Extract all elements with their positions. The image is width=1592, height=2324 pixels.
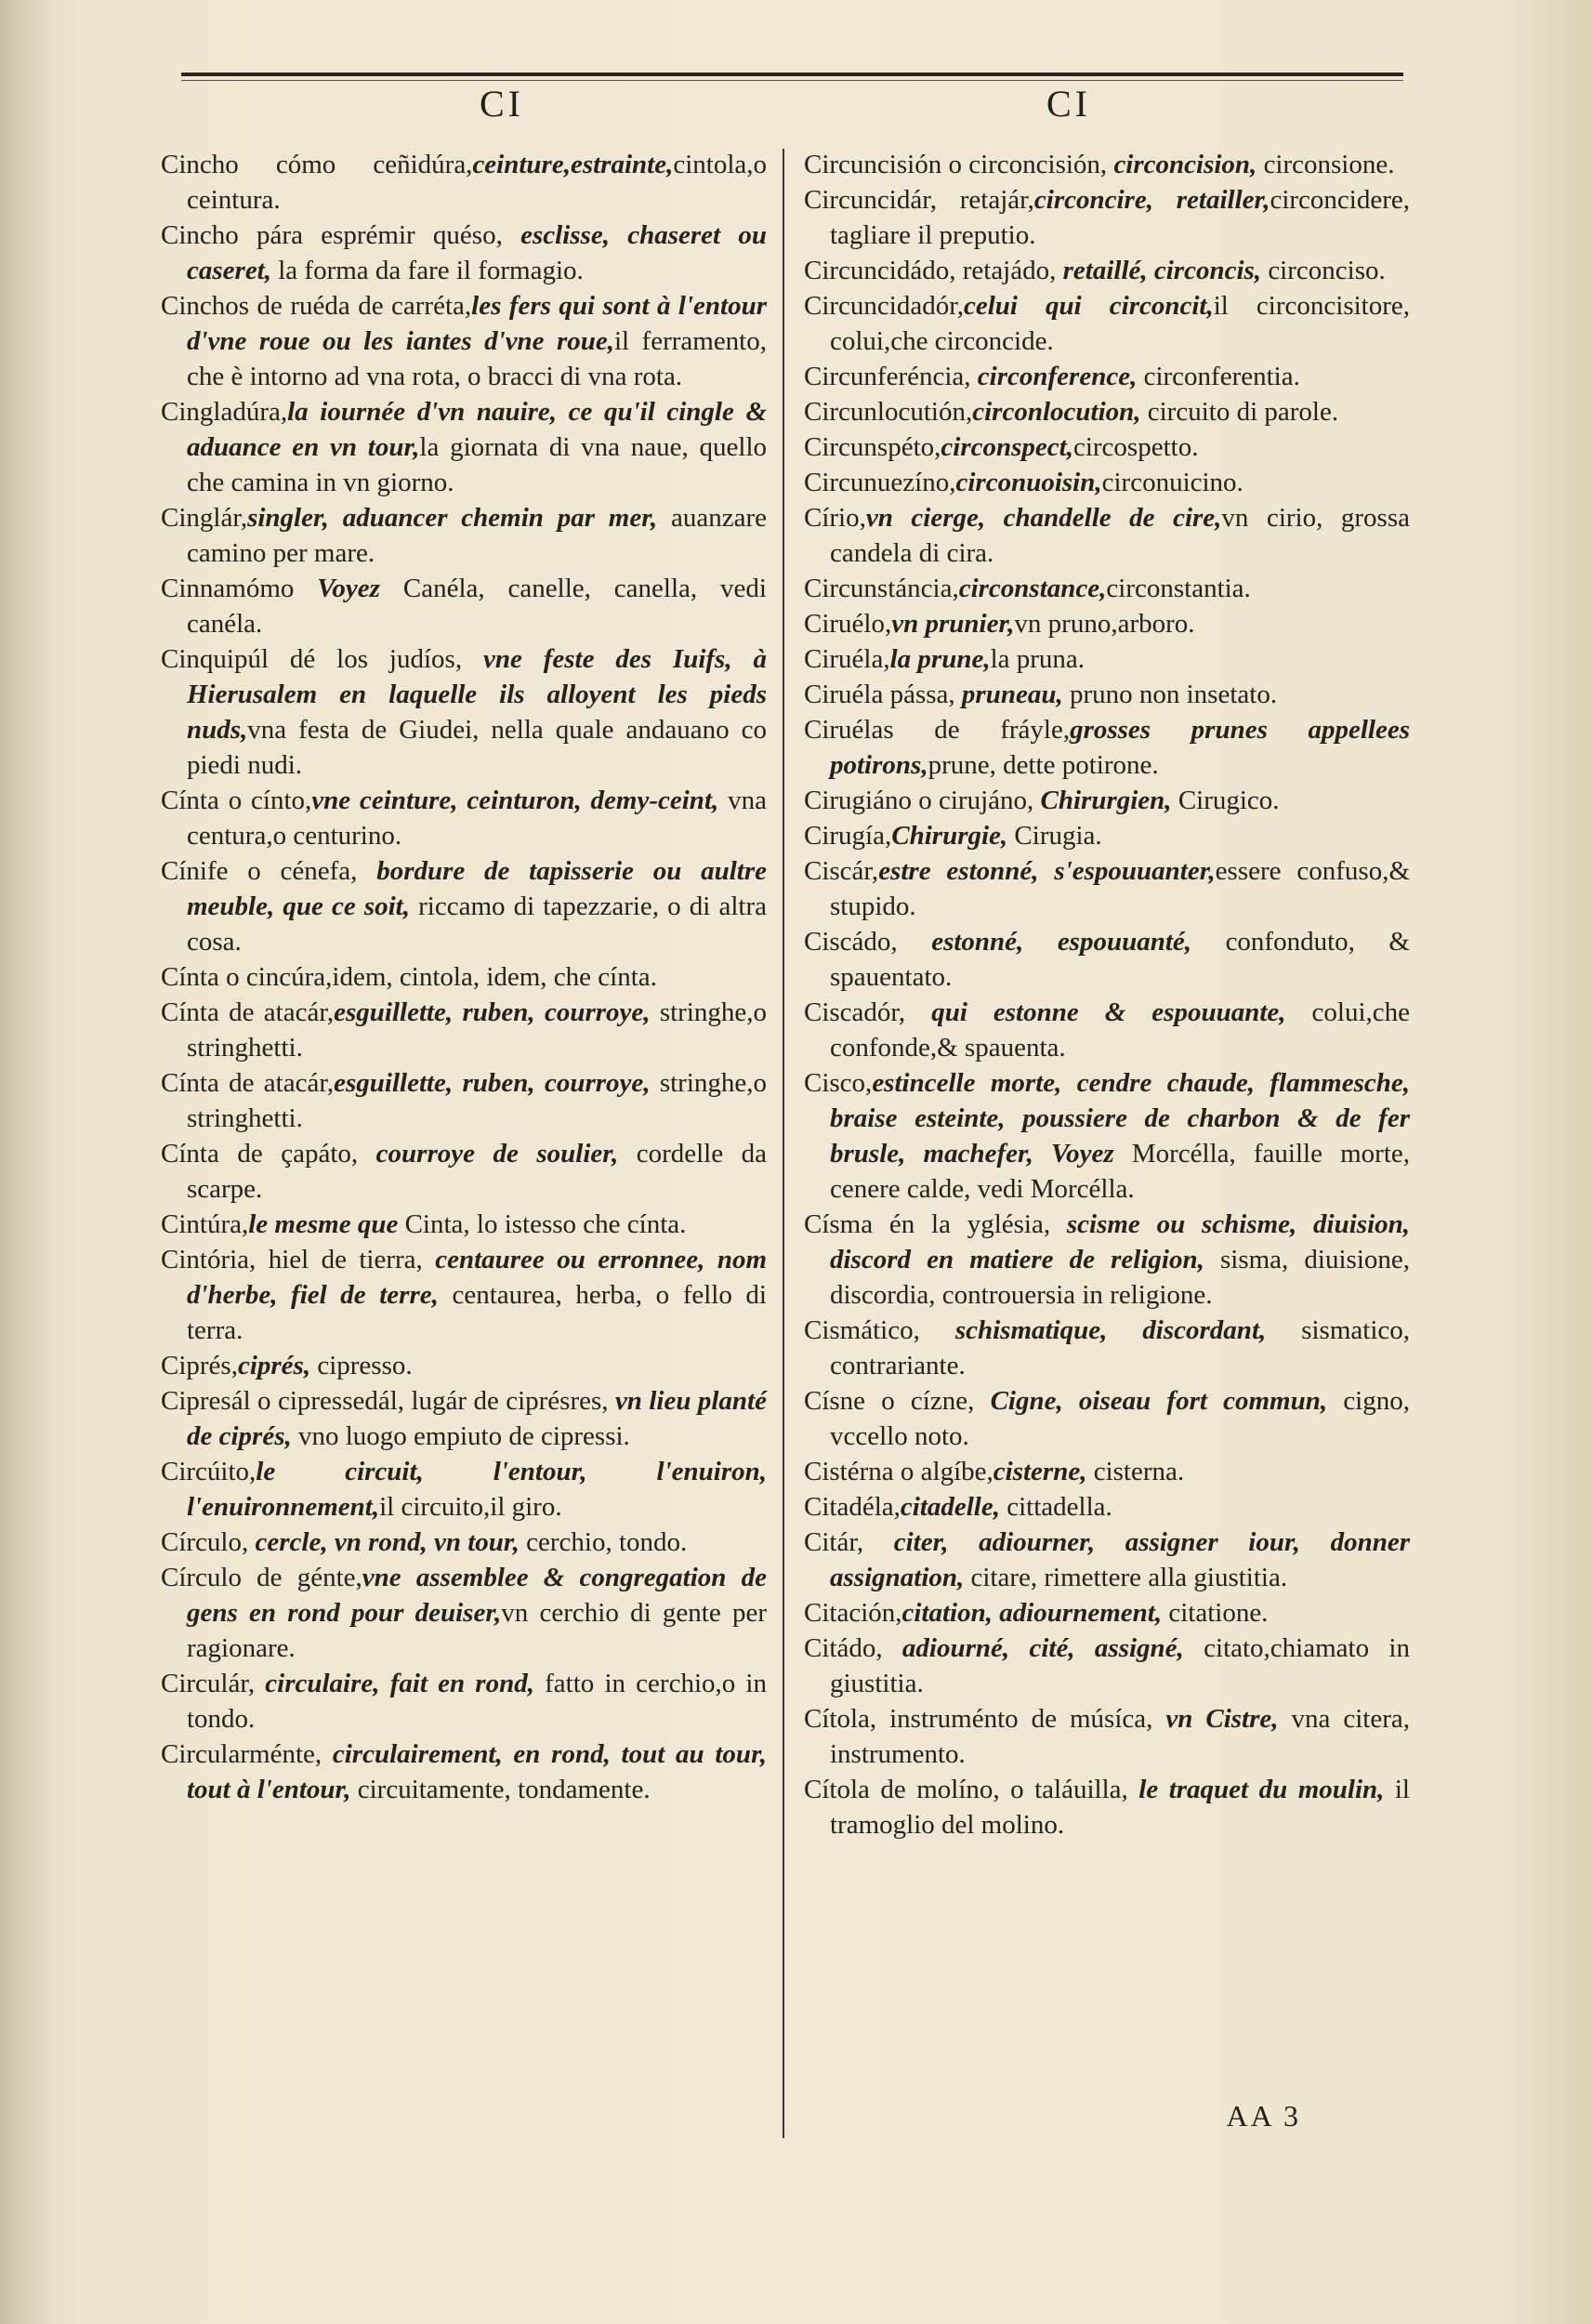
entry-headword: Círculo de génte, [161,1563,362,1592]
dictionary-entry [161,1736,767,1807]
dictionary-entry [804,1595,1410,1631]
entry-italian-gloss: auanzare camino per mare. [187,503,767,568]
dictionary-entry [804,995,1410,1065]
entry-headword: Cipresál o cipressedál, lugár de ciprésres, [161,1386,615,1416]
entry-italian-gloss: vna festa de Giudei, nella quale andauano co piedi nudi. [187,715,767,780]
entry-french-gloss: bordure de tapisserie ou aultre meuble, que ce soit, [187,856,767,921]
entry-french-gloss: Cigne, oiseau fort commun, [990,1386,1344,1416]
dictionary-entry [161,959,767,995]
entry-italian-gloss: cordelle da scarpe. [187,1139,767,1204]
dictionary-entry [804,1631,1410,1701]
entry-italian-gloss: il ferramento, che è intorno ad vna rota, o bracci di vna rota. [187,326,767,391]
entry-headword: Cistérna o algíbe, [804,1457,993,1486]
dictionary-entry [161,1383,767,1454]
entry-italian-gloss: vna citera, instrumento. [830,1704,1410,1769]
entry-italian-gloss: circospetto. [1072,432,1199,462]
entry-french-gloss: citation, adiournement, [901,1598,1169,1628]
entry-french-gloss: citadelle, [900,1492,1007,1522]
dictionary-entry [804,641,1410,677]
entry-headword: Circunuezíno, [804,468,956,497]
entry-french-gloss: ciprés, [237,1351,318,1380]
entry-italian-gloss: cigno, vccello noto. [830,1386,1410,1451]
entry-headword: Citación, [804,1598,902,1628]
entry-headword: Ciscadór, [804,997,932,1027]
entry-headword: Citár, [804,1527,894,1557]
entry-headword: Circunspéto, [804,432,941,462]
dictionary-entry [161,288,767,394]
dictionary-entry [804,853,1410,924]
entry-italian-gloss: fatto in cerchio,o in tondo. [187,1669,767,1734]
dictionary-entry [804,394,1410,429]
dictionary-entry [161,147,767,218]
entry-italian-gloss: prune, dette potirone. [928,750,1159,780]
entry-french-gloss: circonstance, [958,574,1107,603]
entry-italian-gloss: circonstantia. [1106,574,1251,603]
dictionary-entry [804,1525,1410,1595]
entry-french-gloss: circonlocution, [972,397,1148,427]
entry-italian-gloss: sisma, diuisione, discordia, controuersia in religione. [830,1245,1411,1310]
dictionary-entry [161,1525,767,1560]
dictionary-entry [804,606,1410,641]
entry-french-gloss: vn prunier, [891,609,1015,639]
entry-french-gloss: centauree ou erronnee, nom d'herbe, fiel de terre, [187,1245,768,1310]
entry-french-gloss: scisme ou schisme, diuision, discord en matiere de religion, [830,1209,1410,1274]
entry-italian-gloss: Morcélla, fauille morte, cenere calde, vedi Morcélla. [830,1139,1410,1204]
entry-italian-gloss: circonferentia. [1143,362,1300,391]
entry-french-gloss: Chirurgien, [1040,786,1178,815]
dictionary-entry [804,1207,1410,1313]
running-head-left: CI [480,83,524,125]
entry-headword: Citadéla, [804,1492,901,1522]
dictionary-entry [804,1454,1410,1489]
dictionary-entry [161,1207,767,1242]
entry-french-gloss: estre estonné, s'espouuanter, [878,856,1216,886]
entry-italian-gloss: idem, cintola, idem, che cínta. [332,962,657,992]
entry-italian-gloss: riccamo di tapezzarie, o di altra cosa. [187,891,767,957]
entry-french-gloss: vne ceinture, ceinturon, demy-ceint, [311,786,729,815]
entry-french-gloss: la iournée d'vn nauire, ce qu'il cingle & aduance en vn tour, [187,397,767,462]
dictionary-entry [804,147,1410,182]
entry-headword: Ciruéla, [804,644,890,674]
entry-headword: Cincho cómo ceñidúra, [161,150,473,179]
entry-italian-gloss: vno luogo empiuto de cipressi. [298,1421,630,1451]
entry-italian-gloss: Cirugia. [1014,821,1102,851]
entry-headword: Circunferéncia, [804,362,978,391]
entry-italian-gloss: cittadella. [1007,1492,1112,1522]
entry-headword: Cínta de atacár, [161,1068,335,1098]
entry-headword: Citádo, [804,1633,902,1663]
entry-italian-gloss: essere confuso,& stupido. [830,856,1410,921]
entry-italian-gloss: circonciso. [1268,256,1386,285]
entry-italian-gloss: circuitamente, tondamente. [357,1775,651,1804]
dictionary-entry [161,1348,767,1383]
entry-french-gloss: qui estonne & espouuante, [931,997,1312,1027]
entry-french-gloss: esguillette, ruben, courroye, [334,997,660,1027]
entry-headword: Circuncidádo, retajádo, [804,256,1063,285]
entry-headword: Circunlocutión, [804,397,973,427]
entry-french-gloss: la prune, [889,644,991,674]
entry-headword: Cítola de molíno, o taláuilla, [804,1775,1139,1804]
entry-italian-gloss: circoncidere, tagliare il preputio. [830,185,1410,250]
entry-headword: Cirugía, [804,821,892,851]
entry-headword: Císma én la yglésia, [804,1209,1067,1239]
entry-italian-gloss: vna centura,o centurino. [187,786,767,851]
entry-french-gloss: pruneau, [961,680,1070,709]
entry-italian-gloss: centaurea, herba, o fello di terra. [187,1280,767,1345]
entry-italian-gloss: cisterna. [1093,1457,1185,1486]
running-head-right: CI [1046,83,1091,125]
entry-headword: Ciruélas de fráyle, [804,715,1071,745]
dictionary-entry [804,712,1410,783]
entry-french-gloss: retaillé, circoncis, [1062,256,1269,285]
entry-headword: Circularménte, [161,1739,333,1769]
entry-french-gloss: estonné, espouuanté, [931,927,1226,957]
entry-headword: Ciscár, [804,856,879,886]
entry-french-gloss: esguillette, ruben, courroye, [334,1068,660,1098]
entry-italian-gloss: citatione. [1168,1598,1269,1628]
entry-italian-gloss: cerchio, tondo. [526,1527,688,1557]
signature-mark: AA 3 [1226,2099,1301,2133]
entry-italian-gloss: pruno non insetato. [1069,680,1278,709]
entry-headword: Circuncisión o circoncisión, [804,150,1114,179]
dictionary-entry [804,359,1410,394]
entry-italian-gloss: sismatico, contrariante. [830,1315,1410,1380]
entry-french-gloss: vn cierge, chandelle de cire, [865,503,1222,533]
dictionary-entry [161,571,767,641]
dictionary-entry [804,783,1410,818]
entry-italian-gloss: circuito di parole. [1147,397,1339,427]
entry-french-gloss: vne assemblee & congregation de gens en rond pour deuiser, [187,1563,767,1628]
entry-headword: Císne o cízne, [804,1386,991,1416]
entry-headword: Cintória, hiel de tierra, [161,1245,436,1274]
entry-headword: Ciruéla pássa, [804,680,962,709]
entry-headword: Cínta o cincúra, [161,962,333,992]
entry-headword: Cínta de çapáto, [161,1139,376,1169]
entry-headword: Cinquipúl dé los judíos, [161,644,483,674]
entry-italian-gloss: il circoncisitore, colui,che circoncide. [830,291,1410,356]
entry-french-gloss: adiourné, cité, assigné, [901,1633,1204,1663]
entry-italian-gloss: circonuicino. [1101,468,1243,497]
entry-french-gloss: citer, adiourner, assigner iour, donner assignation, [830,1527,1410,1592]
header-rule [181,73,1403,76]
entry-headword: Circúito, [161,1457,257,1486]
entry-french-gloss: vn Cistre, [1165,1704,1292,1734]
dictionary-entry [804,1489,1410,1525]
entry-french-gloss: estincelle morte, cendre chaude, flammesche, braise esteinte, poussiere de charbon & de fer brusle, machefer, Voyez [830,1068,1410,1169]
entry-french-gloss: singler, aduancer chemin par mer, [247,503,671,533]
entry-french-gloss: circonuoisin, [955,468,1102,497]
entry-headword: Circuncidadór, [804,291,964,321]
column-divider [783,149,784,2138]
entry-italian-gloss: Canéla, canelle, canella, vedi canéla. [187,574,767,639]
dictionary-entry [161,1065,767,1136]
dictionary-entry [804,1065,1410,1207]
dictionary-entry [804,429,1410,465]
entry-italian-gloss: cintola,o ceintura. [187,150,767,215]
entry-headword: Circuncidár, retajár, [804,185,1034,215]
entry-headword: Cisco, [804,1068,873,1098]
entry-french-gloss: circonference, [977,362,1144,391]
dictionary-entry [804,253,1410,288]
entry-french-gloss: grosses prunes appellees potirons, [830,715,1410,780]
entry-italian-gloss: la forma da fare il formagio. [278,256,584,285]
dictionary-entry [161,995,767,1065]
entry-italian-gloss: citato,chiamato in giustitia. [830,1633,1410,1698]
entry-french-gloss: esclisse, chaseret ou caseret, [187,220,767,285]
entry-french-gloss: le circuit, l'entour, l'enuiron, l'enuironnement, [187,1457,767,1522]
dictionary-entry [161,500,767,571]
entry-french-gloss: cisterne, [993,1457,1094,1486]
entry-headword: Cinnamómo [161,574,318,603]
entry-french-gloss: vn lieu planté de ciprés, [187,1386,767,1451]
entry-french-gloss: circulaire, fait en rond, [265,1669,546,1698]
entry-french-gloss: ceinture,estrainte, [472,150,674,179]
entry-italian-gloss: vn cerchio di gente per ragionare. [187,1598,768,1663]
entry-headword: Cinchos de ruéda de carréta, [161,291,472,321]
entry-french-gloss: Chirurgie, [891,821,1015,851]
entry-italian-gloss: colui,che confonde,& spauenta. [830,997,1410,1063]
entry-headword: Circunstáncia, [804,574,959,603]
entry-french-gloss: Voyez [317,574,403,603]
entry-italian-gloss: circonsione. [1263,150,1395,179]
entry-italian-gloss: cipresso. [317,1351,413,1380]
entry-french-gloss: courroye de soulier, [375,1139,637,1169]
dictionary-entry [161,218,767,288]
entry-italian-gloss: stringhe,o stringhetti. [187,997,767,1063]
dictionary-entry [804,1313,1410,1383]
entry-italian-gloss: vn pruno,arboro. [1014,609,1195,639]
entry-headword: Ciscádo, [804,927,932,957]
entry-headword: Cincho pára esprémir quéso, [161,220,521,250]
binding-shadow [0,0,56,2324]
entry-italian-gloss: confonduto, & spauentato. [830,927,1410,992]
dictionary-entry [804,1383,1410,1454]
dictionary-entry [161,1136,767,1207]
entry-headword: Cismático, [804,1315,955,1345]
entry-italian-gloss: vn cirio, grossa candela di cira. [830,503,1410,568]
entry-headword: Cínta de atacár, [161,997,335,1027]
entry-headword: Circulár, [161,1669,266,1698]
dictionary-entry [804,677,1410,712]
dictionary-entry [804,1701,1410,1772]
entry-french-gloss: circulairement, en rond, tout au tour, tout à l'entour, [187,1739,767,1804]
entry-headword: Cínife o cénefa, [161,856,377,886]
dictionary-entry [161,1666,767,1736]
dictionary-entry [804,500,1410,571]
entry-italian-gloss: la giornata di vna naue, quello che camina in vn giorno. [187,432,768,497]
dictionary-entry [161,783,767,853]
entry-headword: Cínta o cínto, [161,786,312,815]
entry-italian-gloss: il circuito,il giro. [379,1492,562,1522]
entry-french-gloss: circoncire, retailler, [1033,185,1270,215]
entry-italian-gloss: il tramoglio del molino. [830,1775,1410,1840]
dictionary-entry [804,288,1410,359]
entry-french-gloss: vne feste des Iuifs, à Hierusalem en laquelle ils alloyent les pieds nuds, [187,644,767,745]
entry-italian-gloss: la pruna. [990,644,1085,674]
dictionary-entry [161,853,767,959]
entry-headword: Cintúra, [161,1209,249,1239]
dictionary-entry [161,1242,767,1348]
dictionary-entry [161,394,767,500]
entry-headword: Ciruélo, [804,609,892,639]
entry-french-gloss: le traquet du moulin, [1138,1775,1395,1804]
entry-french-gloss: celui qui circoncit, [963,291,1214,321]
entry-headword: Círio, [804,503,866,533]
entry-italian-gloss: stringhe,o stringhetti. [187,1068,767,1133]
entry-french-gloss: le mesme que [248,1209,405,1239]
left-column [161,147,767,1807]
dictionary-entry [804,1772,1410,1842]
dictionary-entry [804,465,1410,500]
dictionary-entry [804,571,1410,606]
dictionary-entry [161,1560,767,1666]
entry-french-gloss: circoncision, [1113,150,1264,179]
dictionary-entry [161,1454,767,1525]
dictionary-entry [804,818,1410,853]
entry-italian-gloss: Cinta, lo istesso che cínta. [404,1209,687,1239]
entry-french-gloss: les fers qui sont à l'entour d'vne roue ou les iantes d'vne roue, [187,291,768,356]
entry-headword: Cingladúra, [161,397,288,427]
entry-headword: Círculo, [161,1527,256,1557]
header-rule-thin [181,80,1403,81]
entry-headword: Ciprés, [161,1351,238,1380]
entry-french-gloss: cercle, vn rond, vn tour, [255,1527,527,1557]
dictionary-entry [804,924,1410,995]
entry-french-gloss: circonspect, [941,432,1073,462]
entry-headword: Cirugiáno o cirujáno, [804,786,1041,815]
entry-headword: Cítola, instruménto de músíca, [804,1704,1166,1734]
right-column [804,147,1410,1842]
dictionary-entry [161,641,767,783]
entry-italian-gloss: Cirugico. [1178,786,1280,815]
entry-italian-gloss: citare, rimettere alla giustitia. [970,1563,1288,1592]
entry-headword: Cinglár, [161,503,248,533]
dictionary-entry [804,182,1410,253]
entry-french-gloss: schismatique, discordant, [954,1315,1302,1345]
